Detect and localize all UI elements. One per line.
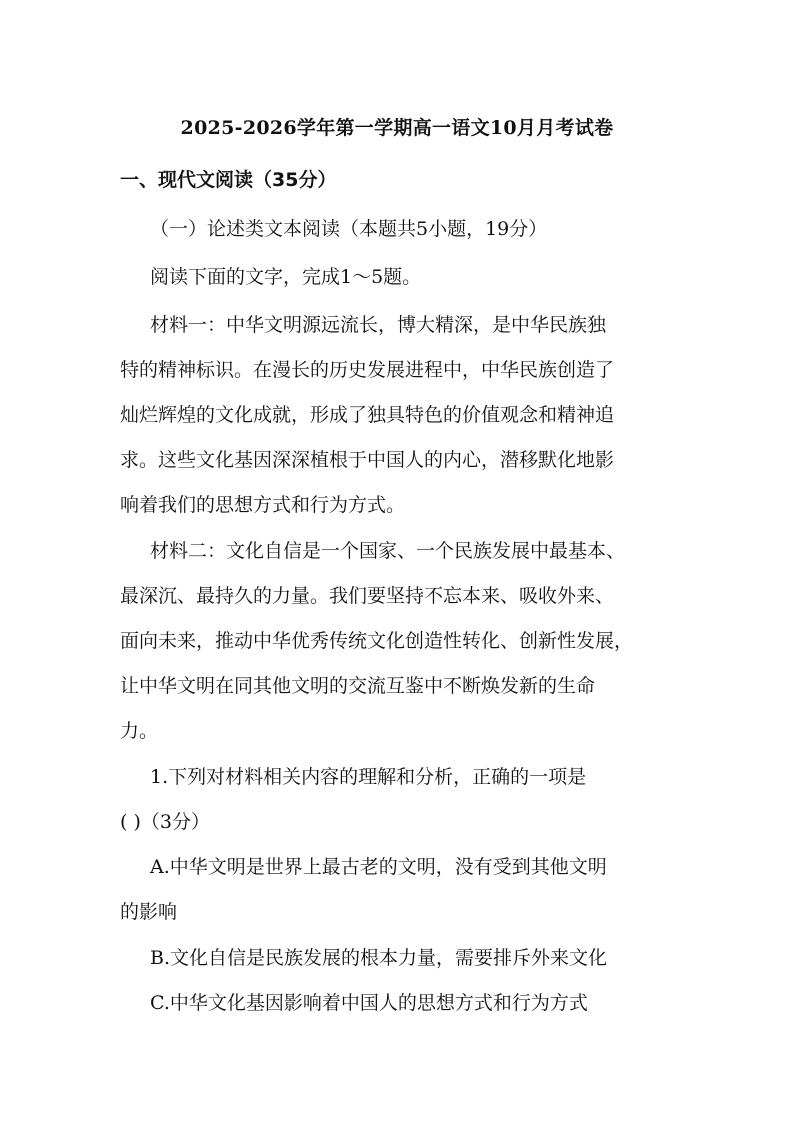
material2-line: 最深沉、最持久的力量。我们要坚持不忘本来、吸收外来、 bbox=[120, 585, 615, 607]
section-heading: 一、现代文阅读（35分） bbox=[120, 169, 337, 191]
material1-line: 求。这些文化基因深深植根于中国人的内心，潜移默化地影 bbox=[120, 449, 615, 471]
question-1-stem: 1.下列对材料相关内容的理解和分析，正确的一项是 bbox=[150, 766, 587, 788]
option-c: C.中华文化基因影响着中国人的思想方式和行为方式 bbox=[150, 992, 588, 1014]
subsection-heading: （一）论述类文本阅读（本题共5小题，19分） bbox=[150, 218, 548, 240]
option-b: B.文化自信是民族发展的根本力量，需要排斥外来文化 bbox=[150, 947, 608, 969]
question-1-answer-blank: ( )（3分） bbox=[120, 811, 210, 833]
option-a-continued: 的影响 bbox=[120, 901, 178, 923]
option-a: A.中华文明是世界上最古老的文明，没有受到其他文明 bbox=[150, 856, 607, 878]
material2-line: 力。 bbox=[120, 720, 159, 742]
material1-line: 特的精神标识。在漫长的历史发展进程中，中华民族创造了 bbox=[120, 359, 615, 381]
material2-line: 让中华文明在同其他文明的交流互鉴中不断焕发新的生命 bbox=[120, 675, 596, 697]
material2-line: 面向未来，推动中华优秀传统文化创造性转化、创新性发展， bbox=[120, 630, 634, 652]
exam-title: 2025-2026学年第一学期高一语文10月月考试卷 bbox=[180, 117, 614, 139]
material2-line: 材料二：文化自信是一个国家、一个民族发展中最基本、 bbox=[150, 540, 626, 562]
material1-line: 响着我们的思想方式和行为方式。 bbox=[120, 494, 406, 516]
reading-instruction: 阅读下面的文字，完成1～5题。 bbox=[150, 266, 422, 288]
material1-line: 灿烂辉煌的文化成就，形成了独具特色的价值观念和精神追 bbox=[120, 404, 615, 426]
material1-line: 材料一：中华文明源远流长，博大精深，是中华民族独 bbox=[150, 314, 607, 336]
